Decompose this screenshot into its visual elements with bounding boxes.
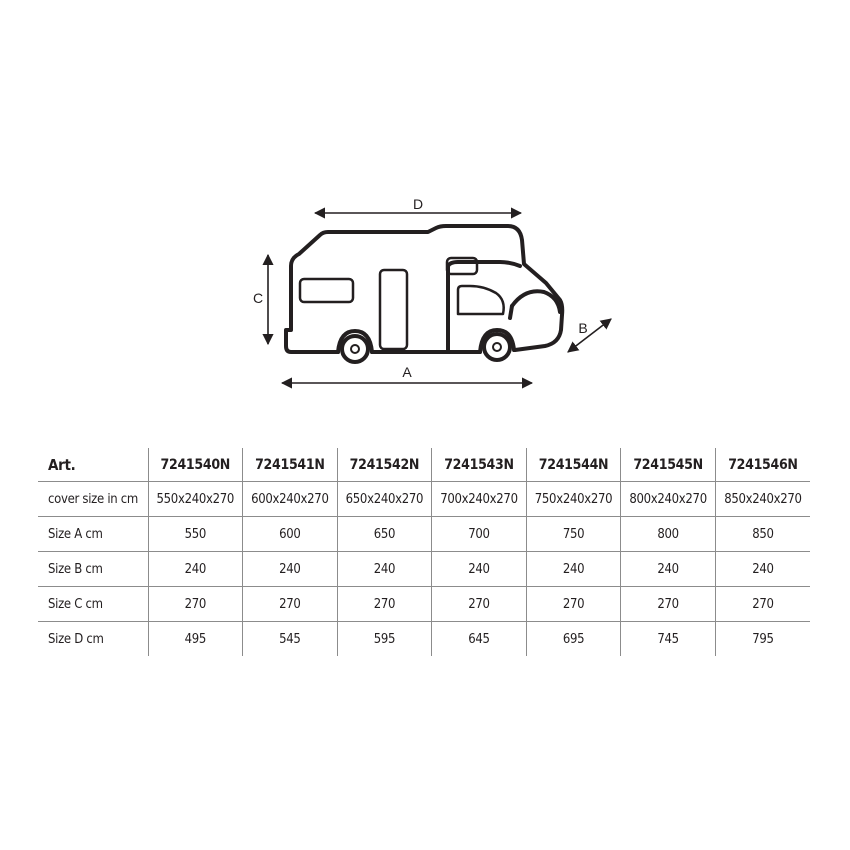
table-cell: 240 [337,552,432,587]
article-number: 7241546N [715,448,810,482]
table-cell: 850 [715,517,810,552]
table-cell: 550x240x270 [148,482,243,517]
table-row [38,517,810,552]
table-cell: 600 [243,517,338,552]
table-cell: 795 [715,622,810,657]
table-cell: 800 [621,517,716,552]
article-number: 7241542N [337,448,432,482]
table-row [38,552,810,587]
article-number: 7241543N [432,448,527,482]
table-cell: 240 [432,552,527,587]
cab-window-icon [458,286,504,314]
table-row [38,482,810,517]
table-cell: 270 [526,587,621,622]
article-number: 7241540N [148,448,243,482]
table-cell: 495 [148,622,243,657]
table-cell: 240 [243,552,338,587]
table-cell: 240 [621,552,716,587]
table-cell: 270 [621,587,716,622]
dimension-a-label: A [402,364,412,380]
table-cell: 645 [432,622,527,657]
table-cell: 550 [148,517,243,552]
table-cell: 750x240x270 [526,482,621,517]
table-cell: 800x240x270 [621,482,716,517]
table-cell: 650x240x270 [337,482,432,517]
table-header-row [38,448,810,482]
table-cell: 270 [432,587,527,622]
dimension-c-label: C [252,290,264,306]
article-number: 7241544N [526,448,621,482]
table-cell: 240 [148,552,243,587]
table-cell: 695 [526,622,621,657]
table-cell: 270 [148,587,243,622]
table-row [38,587,810,622]
row-label: Size A cm [38,517,148,552]
table-cell: 700 [432,517,527,552]
row-label: Size B cm [38,552,148,587]
door-icon [380,270,407,349]
table-cell: 545 [243,622,338,657]
table-row [38,622,810,657]
size-table [38,448,810,656]
row-label: Size C cm [38,587,148,622]
table-cell: 600x240x270 [243,482,338,517]
table-cell: 650 [337,517,432,552]
table-cell: 240 [715,552,810,587]
row-label: Size D cm [48,631,104,647]
side-window-icon [300,279,353,302]
article-number: 7241545N [621,448,716,482]
motorhome-diagram [0,0,850,420]
dimension-b-arrow [568,319,611,352]
table-cell: 270 [715,587,810,622]
front-wheel-icon [484,334,510,360]
article-header-label: Art. [38,448,148,482]
motorhome-icon [286,226,562,352]
table-cell: 850x240x270 [715,482,810,517]
table-cell: 700x240x270 [432,482,527,517]
row-label: cover size in cm [38,482,148,517]
table-cell: 595 [337,622,432,657]
table-cell: 270 [243,587,338,622]
dimension-d-label: D [412,196,424,212]
table-cell: 750 [526,517,621,552]
article-number: 7241541N [243,448,338,482]
table-cell: 745 [621,622,716,657]
rear-wheel-icon [342,336,368,362]
table-cell: 270 [337,587,432,622]
dimension-b-label: B [578,320,588,336]
table-cell: 240 [526,552,621,587]
